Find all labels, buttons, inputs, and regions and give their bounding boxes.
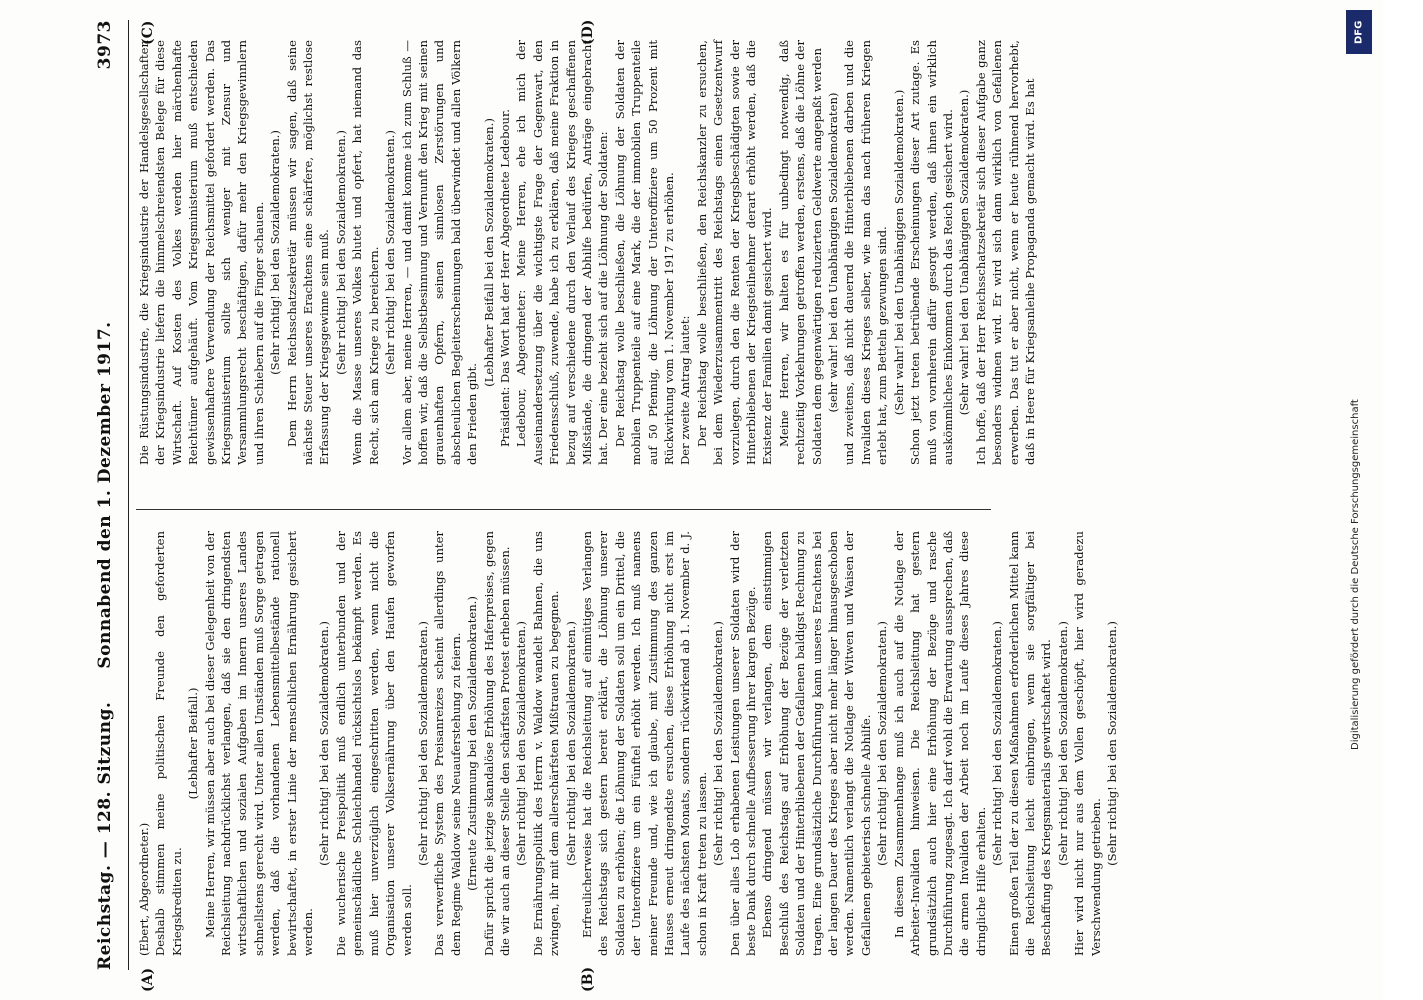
dfg-logo: DFG xyxy=(1346,10,1372,54)
paragraph: (Sehr richtig! bei den Sozialdemokraten.) xyxy=(1104,621,1119,866)
paragraph: (Lebhafter Beifall.) xyxy=(186,687,201,800)
paragraph: (sehr wahr! bei den Unabhängigen Sozialdemokraten) xyxy=(826,92,841,413)
paragraph: (Sehr wahr! bei den Unabhängigen Sozialdemokraten.) xyxy=(891,89,906,416)
paragraph: Ebenso dringend müssen wir verlangen, dem einstimmigen Beschluß des Reichstags auf Erhöhung der Bezüge der verletzten Soldaten und der Hinterbliebenen der Gefallenen baldigst Rechnung zu tragen. Eine grundsätzliche Durchführung kann unseres Erachtens bei der langen Dauer des Krieges aber nicht mehr länger hinausgeschoben werden. Namentlich verlangt die Notlage der Witwen und Waisen der Gefallenen gebieterisch schnelle Abhilfe. xyxy=(760,531,873,956)
paragraph: Die Rüstungsindustrie, die Kriegsindustrie der Handelsgesellschaften der Kriegsindustrie liefern die himmelschreiendsten Belege für diese Wirtschaft. Auf Kosten des Volkes werden hier märchenhafte Reichtümer aufgehäuft. Vom Kriegsministerium muß entschieden gewissenhaftere Verwendung der Reichsmittel gefordert werden. Das Kriegsministerium sollte sich weniger mit Zensur und Versammlungsrecht beschäftigen, dafür mehr den Kriegsgewinnlern und ihren Schiebern auf die Finger schauen. xyxy=(137,40,266,465)
paragraph: (Sehr richtig! bei den Sozialdemokraten.) xyxy=(711,621,726,866)
paragraph: Der Reichstag wolle beschließen, die Löhnung der Soldaten der mobilen Truppenteile auf eine Mark, die der immobilen Truppenteile auf 50 Pfennig, die Löhnung der Unteroffiziere um 50 Prozent mit Rückwirkung vom 1. November 1917 zu erhöhen. xyxy=(612,40,676,465)
paragraph: (Sehr richtig! bei den Sozialdemokraten.) xyxy=(1055,621,1070,866)
paragraph: Die wucherische Preispolitik muß endlich unterbunden und der gemeinschädliche Schleichhandel rücksichtslos bekämpft werden. Es muß hier unverzüglich eingeschritten werden, wenn nicht die Organisation unserer Volksernährung über den Haufen geworfen werden soll. xyxy=(333,531,414,956)
digitization-note: Digitalisierung gefördert durch die Deutsche Forschungsgemeinschaft xyxy=(1350,399,1361,750)
header-left: Reichstag. — 128. Sitzung. xyxy=(95,701,115,970)
paragraph: (Ebert, Abgeordneter.) xyxy=(137,822,151,956)
text-column-left xyxy=(136,531,1119,956)
paragraph: (Sehr richtig! bei den Sozialdemokraten.) xyxy=(514,621,529,866)
paragraph: Wenn die Masse unseres Volkes blutet und opfert, hat niemand das Recht, sich am Kriege zu bereichern. xyxy=(350,40,381,465)
paragraph: Ledebour, Abgeordneter: Meine Herren, ehe ich mich der Auseinandersetzung über die wichtigste Frage der Gegenwart, den Friedensschluß, zuwende, habe ich zu erklären, daß meine Fraktion in bezug auf verschiedene durch den Verlauf des Krieges geschaffenen Mißstände, die dringend der Abhilfe bedürfen, Anträge eingebracht hat. Der eine bezieht sich auf die Löhnung der Soldaten: xyxy=(514,40,611,465)
margin-marker-b: (B) xyxy=(580,966,596,992)
paragraph: Das verwerfliche System des Preisanreizes scheint allerdings unter dem Regime Waldow seine Neuauferstehung zu feiern. xyxy=(432,531,463,956)
page-number: 3973 xyxy=(95,20,115,70)
paragraph: Erfreulicherweise hat die Reichsleitung auf einmütiges Verlangen des Reichstags sich gestern bereit erklärt, die Löhnung unserer Soldaten zu erhöhen; die Löhnung der Soldaten soll um ein Drittel, die der Unteroffiziere um ein Fünftel erhöht werden. Ich muß namens meiner Freunde und, wie ich glaube, mit Zustimmung des ganzen Hauses erneut dringendste ersuchen, diese Erhöhung nicht erst im Laufe des nächsten Monats, sondern rückwirkend ab 1. November d. J. schon in Kraft treten zu lassen. xyxy=(579,531,709,956)
paragraph: Dafür spricht die jetzige skandalöse Erhöhung des Haferpreises, gegen die wir auch an dieser Stelle den schärfsten Protest erheben müssen. xyxy=(481,531,512,956)
paragraph: (Sehr richtig! bei den Sozialdemokraten.) xyxy=(990,621,1005,866)
rotated-page-content xyxy=(40,0,1423,1000)
paragraph: Ich hoffe, daß der Herr Reichsschatzsekretär sich dieser Aufgabe ganz besonders widmen wird. Er wird sich dann wirklich von Gefallenen erwerben. Das tut er aber nicht, wenn er heute rühmend hervorhebt, daß in Heere für Kriegsanleihe Propaganda gemacht wird. Es hat xyxy=(973,40,1037,465)
paragraph: (Lebhafter Beifall bei den Sozialdemokraten.) xyxy=(481,118,496,387)
paragraph: Einen großen Teil der zu diesen Maßnahmen erforderlichen Mittel kann die Reichsleitung leicht einbringen, wenn sie sorgfältiger bei Beschaffung des Kriegsmaterials gewirtschaftet wird. xyxy=(1006,531,1054,956)
text-column-right xyxy=(136,40,1037,465)
paragraph: Präsident: Das Wort hat der Herr Abgeordnete Ledebour. xyxy=(497,109,512,447)
paragraph: Der Reichstag wolle beschließen, den Reichskanzler zu ersuchen, bei dem Wiederzusammentritt des Reichstags einen Gesetzentwurf vorzulegen, durch den die Renten der Kriegsbeschädigten sowie der Hinterbliebenen der Kriegsteilnehmer derart erhöht werden, daß die Existenz der Familien damit gesichert wird. xyxy=(694,40,775,465)
paragraph: (Sehr richtig! bei den Sozialdemokraten.) xyxy=(875,621,890,866)
paragraph: (Sehr wahr! bei den Unabhängigen Sozialdemokraten.) xyxy=(957,89,972,416)
margin-marker-c: (C) xyxy=(140,20,156,45)
paragraph: Meine Herren, wir müssen aber auch bei dieser Gelegenheit von der Reichsleitung nachdrücklichst verlangen, daß sie den dringendsten wirtschaftlichen und sozialen Aufgaben im Innern unseres Landes schnellstens gerecht wird. Unter allen Umständen muß Sorge getragen werden, daß die vorhandenen Lebensmittelbestände rationell bewirtschaftet, in erster Linie der menschlichen Ernährung gesichert werden. xyxy=(202,531,316,956)
page-header xyxy=(95,20,125,970)
paragraph: Die Ernährungspolitik des Herrn v. Waldow wandelt Bahnen, die uns zwingen, ihr mit dem allerschärfsten Mißtrauen zu begegnen. xyxy=(530,531,562,956)
header-rule xyxy=(128,20,129,970)
paragraph: (Sehr richtig! bei den Sozialdemokraten.) xyxy=(383,130,398,375)
paragraph: (Sehr richtig! bei den Sozialdemokraten.) xyxy=(333,130,348,375)
paragraph: Den über alles Lob erhabenen Leistungen unserer Soldaten wird der beste Dank durch schnelle Aufbesserung ihrer kargen Bezüge. xyxy=(727,531,759,956)
paragraph: Schon jetzt treten betrübende Erscheinungen dieser Art zutage. Es muß von vornherein dafür gesorgt werden, daß ihnen ein wirklich auskömmliches Einkommen durch das Reich gesichert wird. xyxy=(908,40,955,465)
margin-marker-a: (A) xyxy=(140,967,156,992)
header-date: Sonnabend den 1. Dezember 1917. xyxy=(95,321,115,669)
paragraph: und zweitens, daß nicht dauernd die Hinterbliebenen darben und die Invaliden dieses Krieges selber, wie man das nach früheren Kriegen erlebt hat, zum Betteln gezwungen sind. xyxy=(842,40,890,465)
paragraph: Meine Herren, wir halten es für unbedingt notwendig, daß rechtzeitig Vorkehrungen getroffen werden, erstens, daß die Löhne der Soldaten dem gegenwärtigen reduzierten Geldwerte angepaßt werden xyxy=(776,40,824,465)
paragraph: (Sehr richtig! bei den Sozialdemokraten.) xyxy=(563,621,578,866)
paragraph: (Sehr richtig! bei den Sozialdemokraten.) xyxy=(415,621,430,866)
paragraph: Deshalb stimmen meine politischen Freunde den geforderten Kriegskrediten zu. xyxy=(153,531,184,956)
paragraph: (Sehr richtig! bei den Sozialdemokraten.) xyxy=(268,130,283,375)
paragraph: Der zweite Antrag lautet: xyxy=(678,315,693,465)
paragraph: In diesem Zusammenhange muß ich auch auf die Notlage der Arbeiter-Invaliden hinweisen. Die Reichsleitung hat gestern grundsätzlich auch hier eine Erhöhung der Bezüge und rasche Durchführung zugesagt. Ich darf wohl die Erwartung aussprechen, daß die armen Invaliden der Arbeit noch im Laufe dieses Jahres diese dringliche Hilfe erhalten. xyxy=(891,531,988,956)
paragraph: Dem Herrn Reichsschatzsekretär müssen wir sagen, daß seine nächste Steuer unseres Erachtens eine schärfere, möglichst restlose Erfassung der Kriegsgewinne sein muß. xyxy=(284,40,332,465)
margin-marker-d: (D) xyxy=(580,19,596,45)
paragraph: (Erneute Zustimmung bei den Sozialdemokraten.) xyxy=(465,596,480,891)
column-divider xyxy=(136,509,991,510)
paragraph: Hier wird nicht nur aus dem Vollen geschöpft, hier wird geradezu Verschwendung getrieben. xyxy=(1072,531,1103,956)
paragraph: (Sehr richtig! bei den Sozialdemokraten.) xyxy=(317,621,332,866)
paragraph: Vor allem aber, meine Herren, — und damit komme ich zum Schluß — hoffen wir, daß die Selbstbesinnung und Vernunft den Krieg mit seinen grauenhaften Opfern, seinen sinnlosen Zerstörungen und abscheulichen Begleiterscheinungen bald überwindet und allen Völkern den Frieden gibt. xyxy=(399,40,480,465)
